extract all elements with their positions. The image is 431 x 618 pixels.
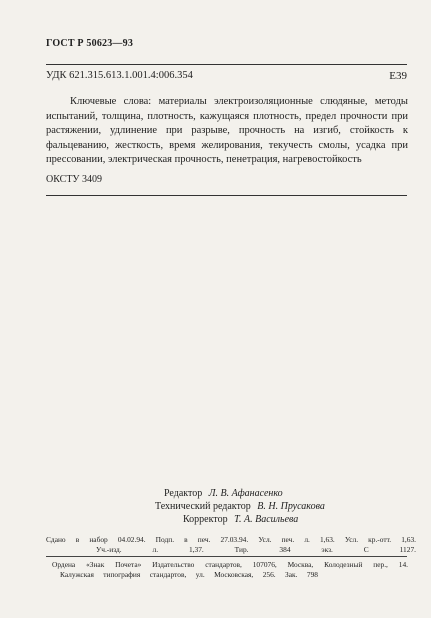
corrector-credit: [183, 514, 298, 525]
udk-code: УДК 621.315.613.1.001.4:006.354: [46, 70, 193, 81]
printer-line: Калужская типография стандартов, ул. Московская, 256. Зак. 798: [60, 570, 318, 579]
tech-editor-name: В. Н. Прусакова: [257, 501, 325, 512]
editor-role: Редактор: [164, 488, 203, 499]
section-divider: [46, 195, 407, 196]
editor-credit: [164, 488, 283, 499]
editor-name: Л. В. Афанасенко: [208, 488, 283, 499]
standard-number: ГОСТ Р 50623—93: [46, 38, 134, 49]
keywords-paragraph: Ключевые слова: материалы электроизоляционные слюдяные, методы испытаний, толщина, плотность, кажущаяся плотность, предел прочности при растяжении, удлинение при разрыве, прочность на изгиб, стойкость к фальцеванию, жесткость, время желирования, текучесть смолы, усадка при прессовании, электрическая прочность, пенетрация, нагревостойкость: [46, 96, 408, 166]
corrector-name: Т. А. Васильева: [234, 514, 299, 525]
tech-editor-role: Технический редактор: [155, 501, 251, 512]
imprint-line-1: Сдано в набор 04.02.94. Подп. в печ. 27.03.94. Усл. печ. л. 1,63. Усл. кр.-отт. 1,63.: [46, 535, 416, 544]
publisher-line: Ордена «Знак Почета» Издательство стандартов, 107076, Москва, Колодезный пер., 14.: [52, 560, 408, 569]
top-divider: [46, 64, 407, 65]
imprint-line-2: Уч.-изд. л. 1,37. Тир. 384 экз. С 1127.: [96, 545, 416, 554]
group-code: Е39: [389, 70, 407, 82]
imprint-divider: [46, 556, 407, 557]
tech-editor-credit: [155, 501, 325, 512]
okstu-code: ОКСТУ 3409: [46, 174, 103, 185]
corrector-role: Корректор: [183, 514, 228, 525]
